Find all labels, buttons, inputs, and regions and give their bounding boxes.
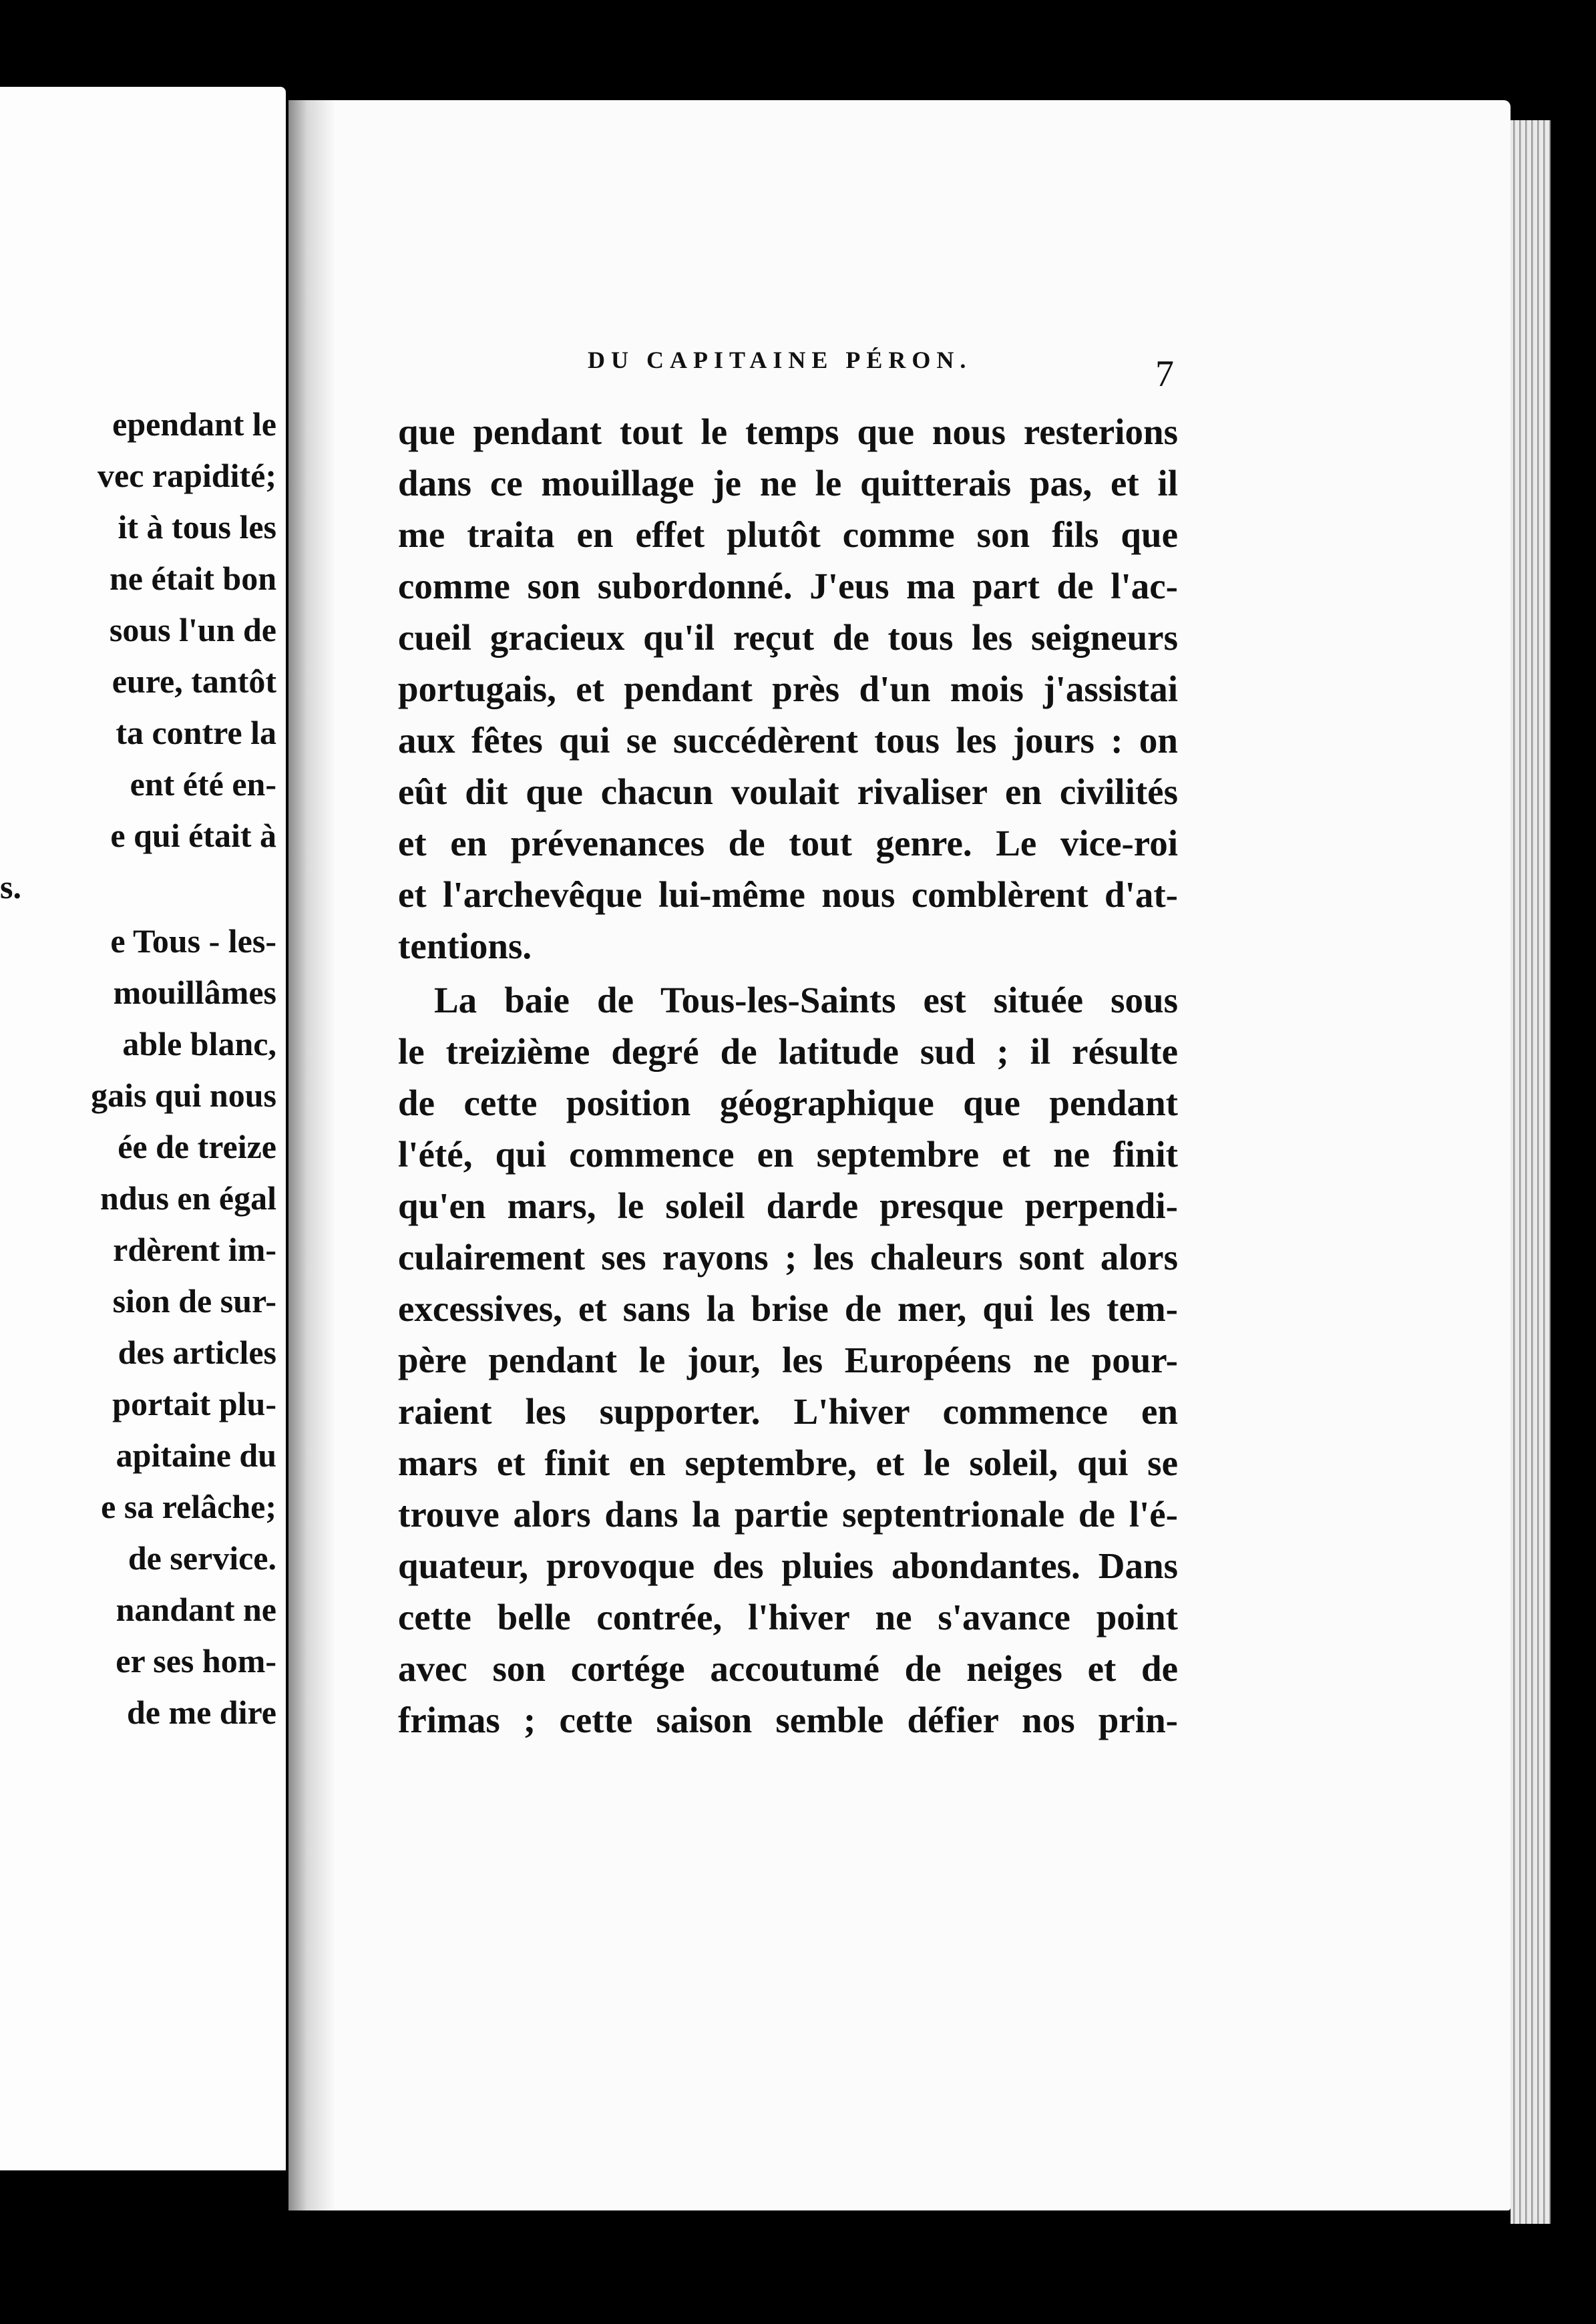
left-page-line: ée de treize <box>118 1128 276 1165</box>
text-line: dans ce mouillage je ne le quitterais pas, et il <box>398 463 1178 504</box>
text-line: que pendant tout le temps que nous resterions <box>398 411 1178 452</box>
left-page-line: it à tous les <box>118 508 276 546</box>
text-line: mars et finit en septembre, et le soleil, qui se <box>398 1442 1178 1483</box>
left-page <box>0 87 286 2170</box>
page-edge <box>1511 120 1551 2224</box>
text-line: cueil gracieux qu'il reçut de tous les seigneurs <box>398 617 1178 658</box>
text-line: père pendant le jour, les Européens ne pour- <box>398 1340 1178 1380</box>
text-line: frimas ; cette saison semble défier nos prin- <box>398 1700 1178 1740</box>
left-page-line: vec rapidité; <box>97 457 276 494</box>
left-page-line: nandant ne <box>116 1591 276 1628</box>
text-line: quateur, provoque des pluies abondantes. Dans <box>398 1545 1178 1586</box>
text-line: eût dit que chacun voulait rivaliser en civilités <box>398 771 1178 812</box>
text-line: et en prévenances de tout genre. Le vice-roi <box>398 823 1178 863</box>
text-line: l'été, qui commence en septembre et ne finit <box>398 1134 1178 1175</box>
text-line: raient les supporter. L'hiver commence en <box>398 1391 1178 1432</box>
text-line: aux fêtes qui se succédèrent tous les jours : on <box>398 720 1178 761</box>
left-page-line: gais qui nous <box>91 1077 276 1114</box>
text-line: avec son cortége accoutumé de neiges et de <box>398 1648 1178 1689</box>
body-text <box>398 406 1178 1746</box>
text-line: de cette position géographique que pendant <box>398 1083 1178 1123</box>
text-line: cette belle contrée, l'hiver ne s'avance point <box>398 1597 1178 1637</box>
left-page-line: de me dire <box>126 1694 276 1731</box>
left-page-line: sion de sur- <box>112 1282 276 1320</box>
left-page-line: apitaine du <box>116 1436 276 1474</box>
left-page-line: ent été en- <box>130 765 276 803</box>
text-line: comme son subordonné. J'eus ma part de l'ac- <box>398 566 1178 606</box>
text-line: le treizième degré de latitude sud ; il résulte <box>398 1031 1178 1072</box>
left-page-line: eure, tantôt <box>112 662 276 700</box>
left-page-line: e sa relâche; <box>101 1488 276 1525</box>
left-page-line: sous l'un de <box>109 611 276 648</box>
text-line: tentions. <box>398 926 532 966</box>
left-page-line: des articles <box>118 1334 276 1371</box>
text-line: qu'en mars, le soleil darde presque perpendi- <box>398 1185 1178 1226</box>
left-page-line: able blanc, <box>122 1025 276 1062</box>
left-page-line: e qui était à <box>110 817 276 854</box>
left-page-line: ependant le <box>112 405 276 443</box>
running-head: DU CAPITAINE PÉRON. <box>588 347 972 373</box>
left-page-line: ta contre la <box>116 714 276 751</box>
left-page-line: ne était bon <box>110 560 276 597</box>
left-page-line: e Tous - les- <box>110 922 276 960</box>
left-page-line: s. <box>0 868 21 906</box>
left-page-line: de service. <box>128 1539 276 1577</box>
text-line: et l'archevêque lui-même nous comblèrent d'at- <box>398 874 1178 915</box>
text-line: culairement ses rayons ; les chaleurs sont alors <box>398 1237 1178 1278</box>
left-page-line: rdèrent im- <box>113 1231 276 1268</box>
left-page-line: mouillâmes <box>113 974 276 1011</box>
text-line: me traita en effet plutôt comme son fils que <box>398 514 1178 555</box>
text-line: trouve alors dans la partie septentrionale de l'é- <box>398 1494 1178 1535</box>
text-line: excessives, et sans la brise de mer, qui les tem- <box>398 1288 1178 1329</box>
gutter-shadow <box>288 100 335 2210</box>
left-page-line: er ses hom- <box>116 1642 276 1680</box>
text-line: La baie de Tous-les-Saints est située sous <box>434 980 1178 1020</box>
left-page-line: portait plu- <box>112 1385 276 1422</box>
page-number: 7 <box>1155 353 1174 395</box>
text-line: portugais, et pendant près d'un mois j'assistai <box>398 668 1178 709</box>
left-page-line: ndus en égal <box>100 1179 276 1217</box>
